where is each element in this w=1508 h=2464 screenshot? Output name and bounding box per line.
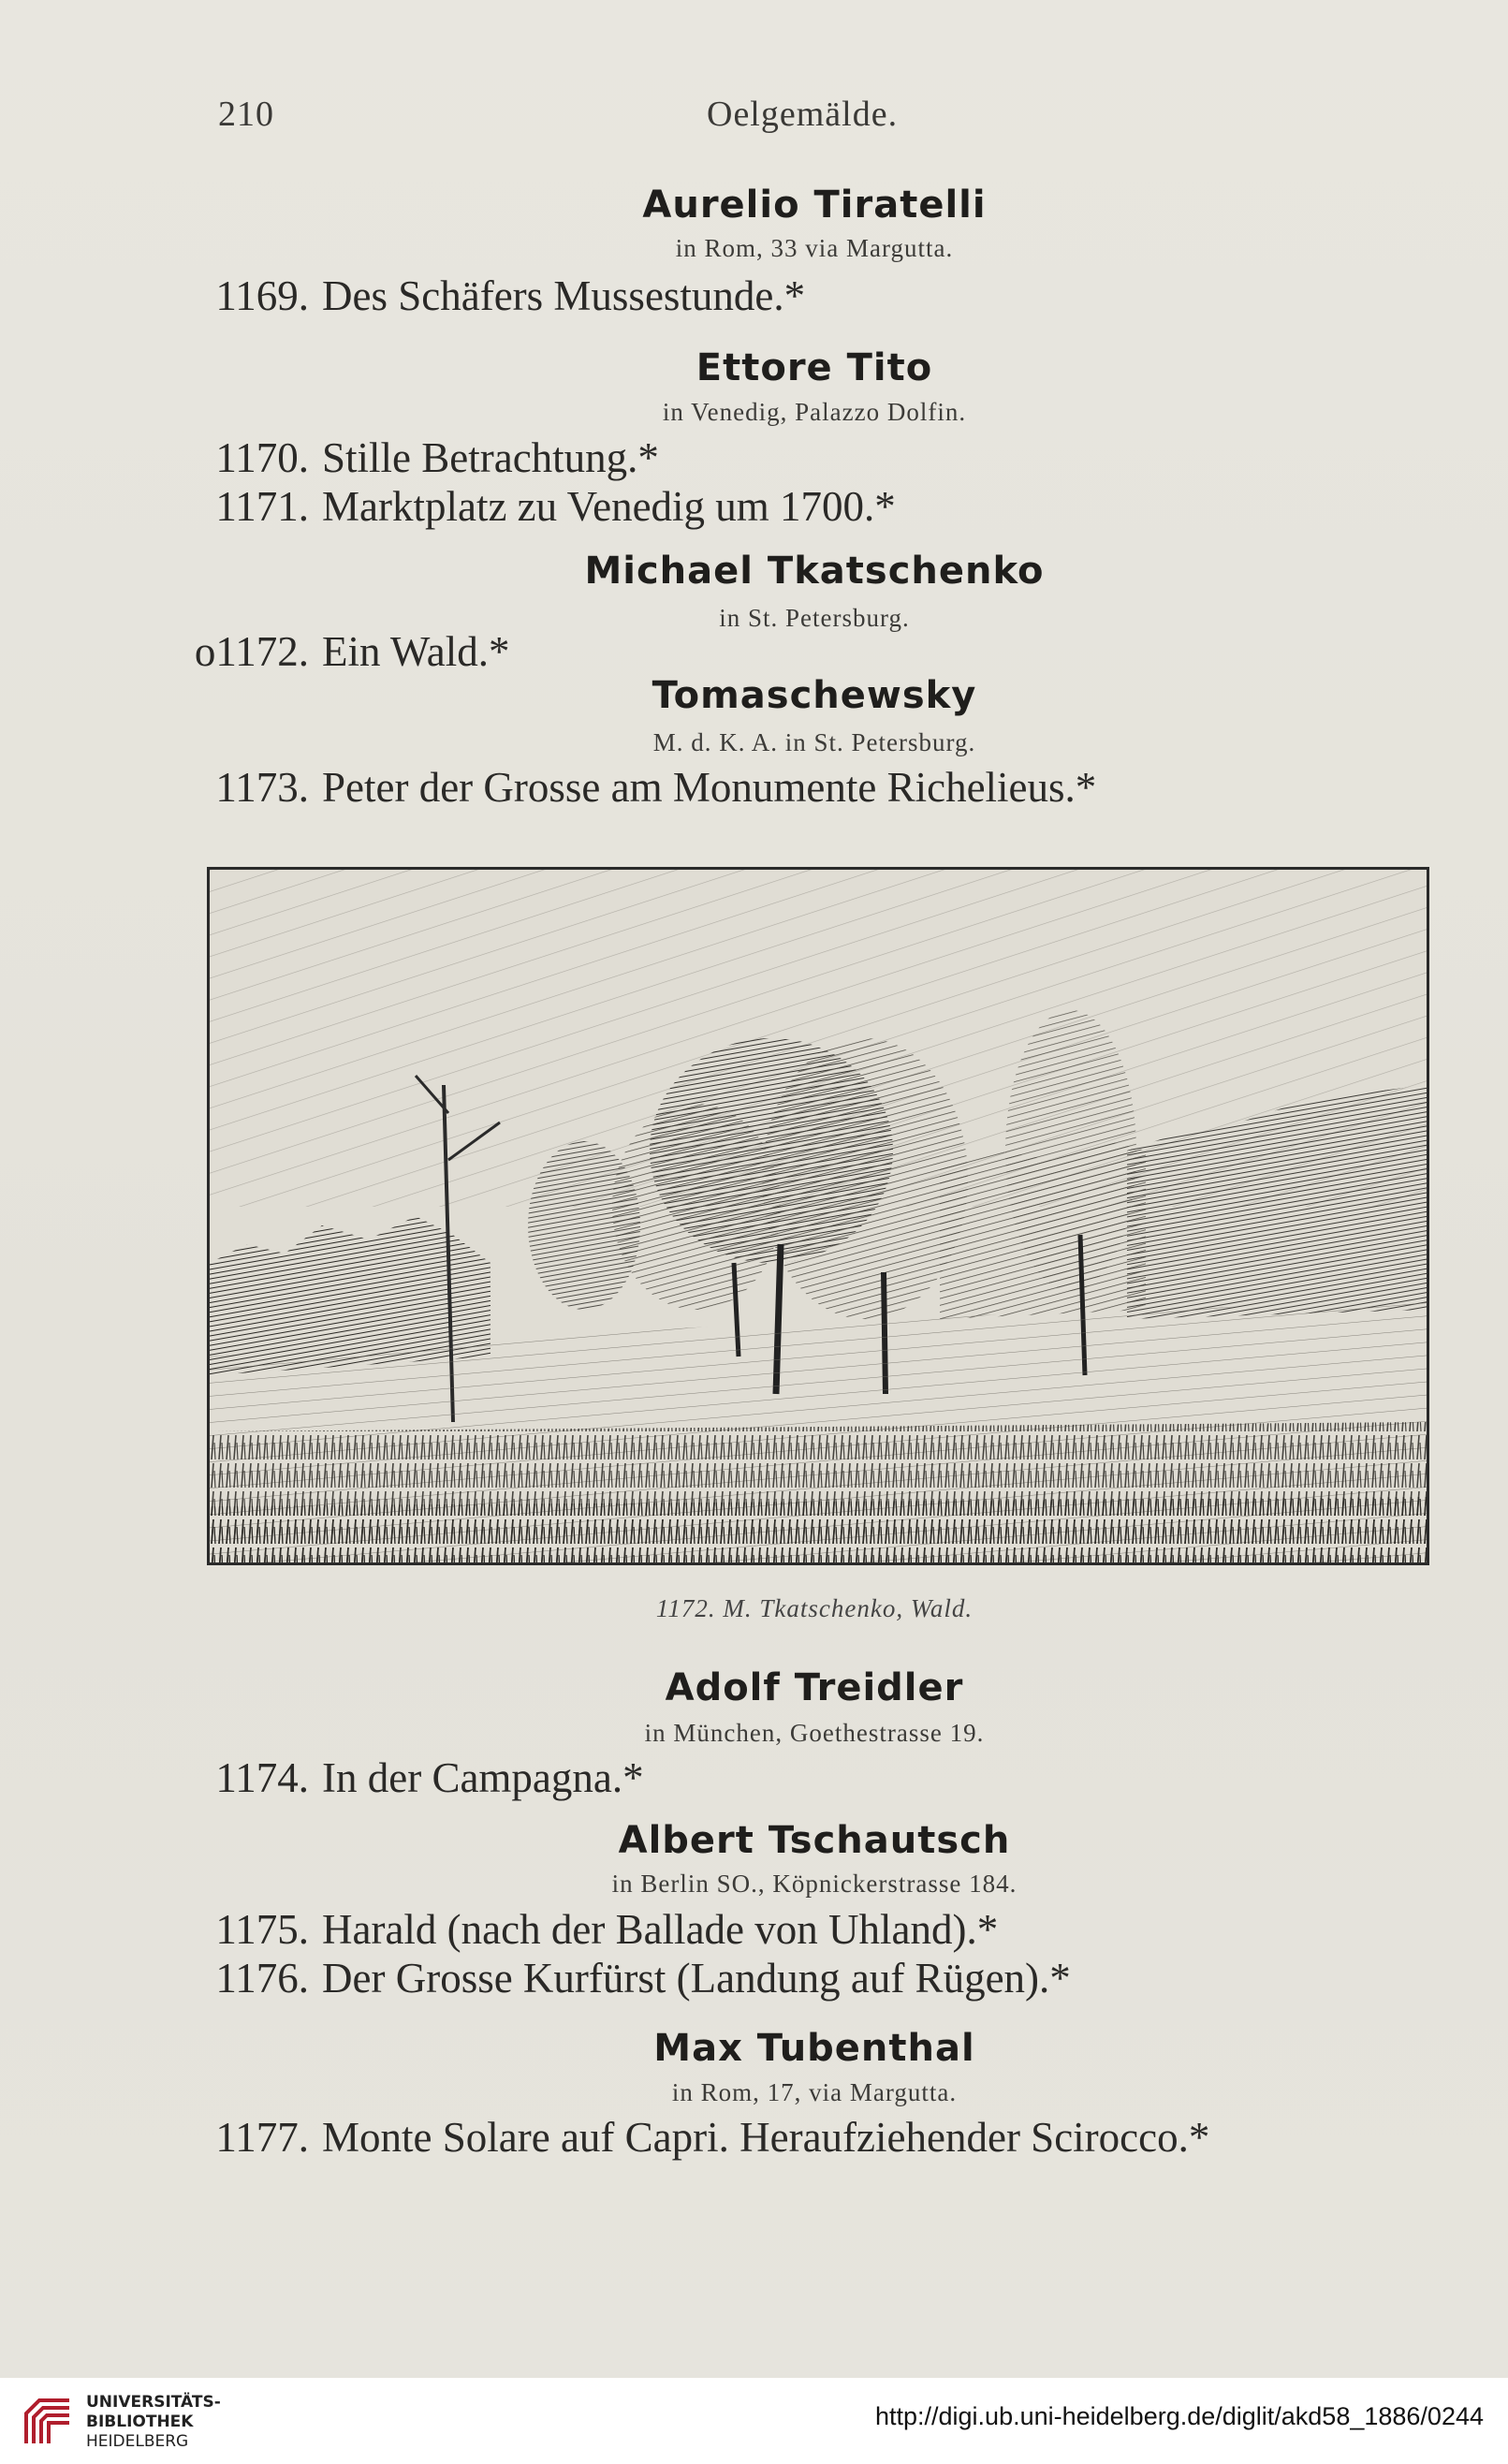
artist-address: in München, Goethestrasse 19.: [644, 1719, 985, 1747]
entry-title: Stille Betrachtung.*: [322, 434, 659, 481]
entry-title: Ein Wald.*: [322, 628, 510, 675]
artist-name: Albert Tschautsch: [618, 1819, 1011, 1862]
artist-address: in Rom, 33 via Margutta.: [675, 234, 954, 262]
artist-name: Max Tubenthal: [653, 2027, 975, 2070]
catalog-entry: [0, 271, 805, 320]
entry-number: 1174.: [215, 1754, 309, 1801]
catalog-entry: [0, 482, 896, 531]
illustration-caption: 1172. M. Tkatschenko, Wald.: [655, 1594, 974, 1622]
entry-title: Des Schäfers Mussestunde.*: [322, 272, 806, 319]
entry-number: 1173.: [215, 764, 309, 811]
artist-address: in Rom, 17, via Margutta.: [671, 2078, 958, 2106]
catalog-entry: [0, 2113, 1209, 2162]
library-name-line: UNIVERSITÄTS-: [86, 2393, 221, 2412]
entry-number: o1172.: [194, 628, 309, 675]
entry-number: 1176.: [215, 1955, 309, 2002]
entry-number: 1170.: [215, 434, 309, 481]
entry-number: 1169.: [215, 272, 309, 319]
library-name-line: HEIDELBERG: [86, 2432, 189, 2451]
catalog-entry: [0, 1905, 998, 1954]
catalog-entry: [0, 627, 510, 676]
page-number: 210: [218, 95, 274, 134]
artist-name: Ettore Tito: [695, 346, 933, 389]
artist-address: in Venedig, Palazzo Dolfin.: [662, 398, 967, 426]
entry-title: Marktplatz zu Venedig um 1700.*: [322, 483, 896, 530]
artist-name: Michael Tkatschenko: [584, 550, 1045, 593]
artist-name: Aurelio Tiratelli: [642, 183, 987, 227]
entry-title: In der Campagna.*: [322, 1754, 644, 1801]
permalink-url[interactable]: http://digi.ub.uni-heidelberg.de/diglit/akd58_1886/0244: [874, 2402, 1484, 2430]
artist-address: in St. Petersburg.: [719, 604, 910, 632]
artist-name: Tomaschewsky: [652, 674, 977, 717]
catalog-entry: [0, 1954, 1071, 2002]
digitization-footer: [0, 2378, 1508, 2464]
entry-title: Peter der Grosse am Monumente Richelieus.*: [322, 764, 1097, 811]
catalog-entry: [0, 763, 1096, 812]
entry-number: 1171.: [215, 483, 309, 530]
forest-engraving-svg: [210, 870, 1427, 1562]
entry-title: Harald (nach der Ballade von Uhland).*: [322, 1906, 999, 1953]
library-name: [86, 2393, 221, 2452]
entry-number: 1177.: [215, 2114, 309, 2161]
artist-address: M. d. K. A. in St. Petersburg.: [652, 728, 976, 756]
entry-title: Monte Solare auf Capri. Heraufziehender Scirocco.*: [322, 2114, 1210, 2161]
forest-engraving: [207, 867, 1429, 1565]
artist-name: Adolf Treidler: [665, 1666, 964, 1709]
section-title: Oelgemälde.: [707, 95, 899, 134]
entry-title: Der Grosse Kurfürst (Landung auf Rügen).*: [322, 1955, 1071, 2002]
entry-number: 1175.: [215, 1906, 309, 1953]
library-name-line: BIBLIOTHEK: [86, 2413, 194, 2431]
artist-address: in Berlin SO., Köpnickerstrasse 184.: [611, 1870, 1018, 1898]
library-logo-icon: [21, 2395, 75, 2449]
catalog-entry: [0, 1753, 644, 1802]
catalog-entry: [0, 433, 659, 482]
